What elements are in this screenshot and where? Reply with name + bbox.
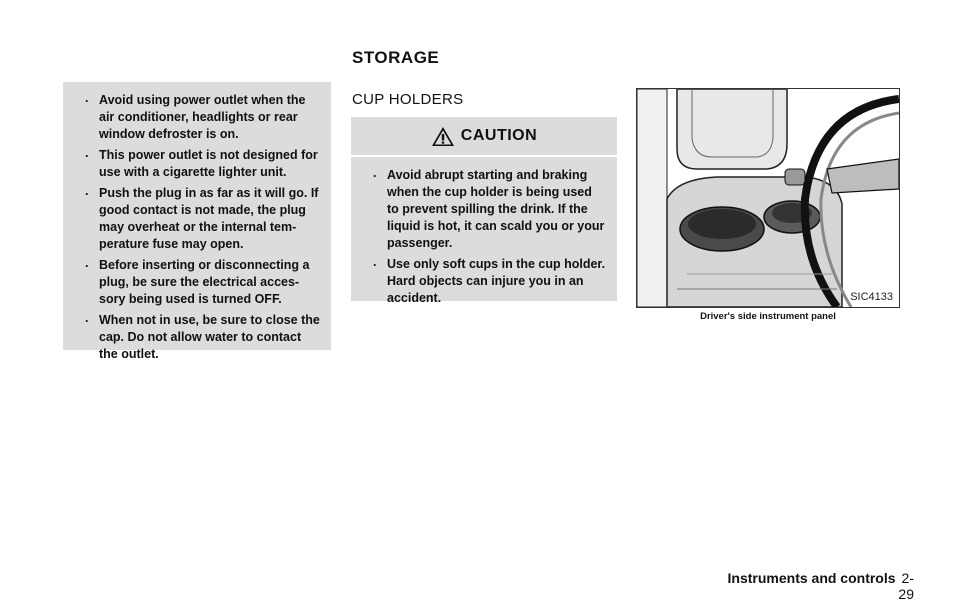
footer-section: Instruments and controls — [727, 570, 896, 586]
caution-label: CAUTION — [460, 127, 538, 144]
page-footer — [714, 570, 914, 602]
figure-code: SIC4133 — [850, 291, 893, 303]
section-title: STORAGE — [352, 48, 440, 67]
power-outlet-notes-box — [63, 82, 331, 361]
caution-box — [351, 117, 617, 305]
list-item: . Before inserting or disconnecting a plug, be sure the electrical acces- sory being used is turned OFF. — [87, 257, 321, 308]
list-item: . This power outlet is not designed for use with a cigarette lighter unit. — [87, 147, 321, 181]
instrument-panel-drawing — [637, 89, 899, 307]
cup-holders-heading: CUP HOLDERS — [352, 91, 464, 108]
caution-header — [351, 117, 617, 157]
figure-caption: Driver's side instrument panel — [700, 311, 836, 322]
list-item: . Use only soft cups in the cup holder. Hard objects can injure you in an accident. — [375, 256, 607, 307]
list-item: . Avoid using power outlet when the air conditioner, headlights or rear window defroster is on. — [87, 92, 321, 143]
warning-triangle-icon — [431, 126, 455, 147]
list-item: . Avoid abrupt starting and braking when the cup holder is being used to prevent spilling the drink. If the liquid is hot, it can scald you or your passenger. — [375, 167, 607, 252]
list-item: . Push the plug in as far as it will go. If good contact is not made, the plug may overheat or the internal tem- perature fuse may open. — [87, 185, 321, 253]
list-item: . When not in use, be sure to close the cap. Do not allow water to contact the outlet. — [87, 312, 321, 363]
power-outlet-notes-list — [63, 82, 331, 363]
cup-holder-illustration — [636, 88, 900, 308]
page-number: 2-29 — [898, 570, 914, 602]
caution-list — [351, 157, 617, 307]
